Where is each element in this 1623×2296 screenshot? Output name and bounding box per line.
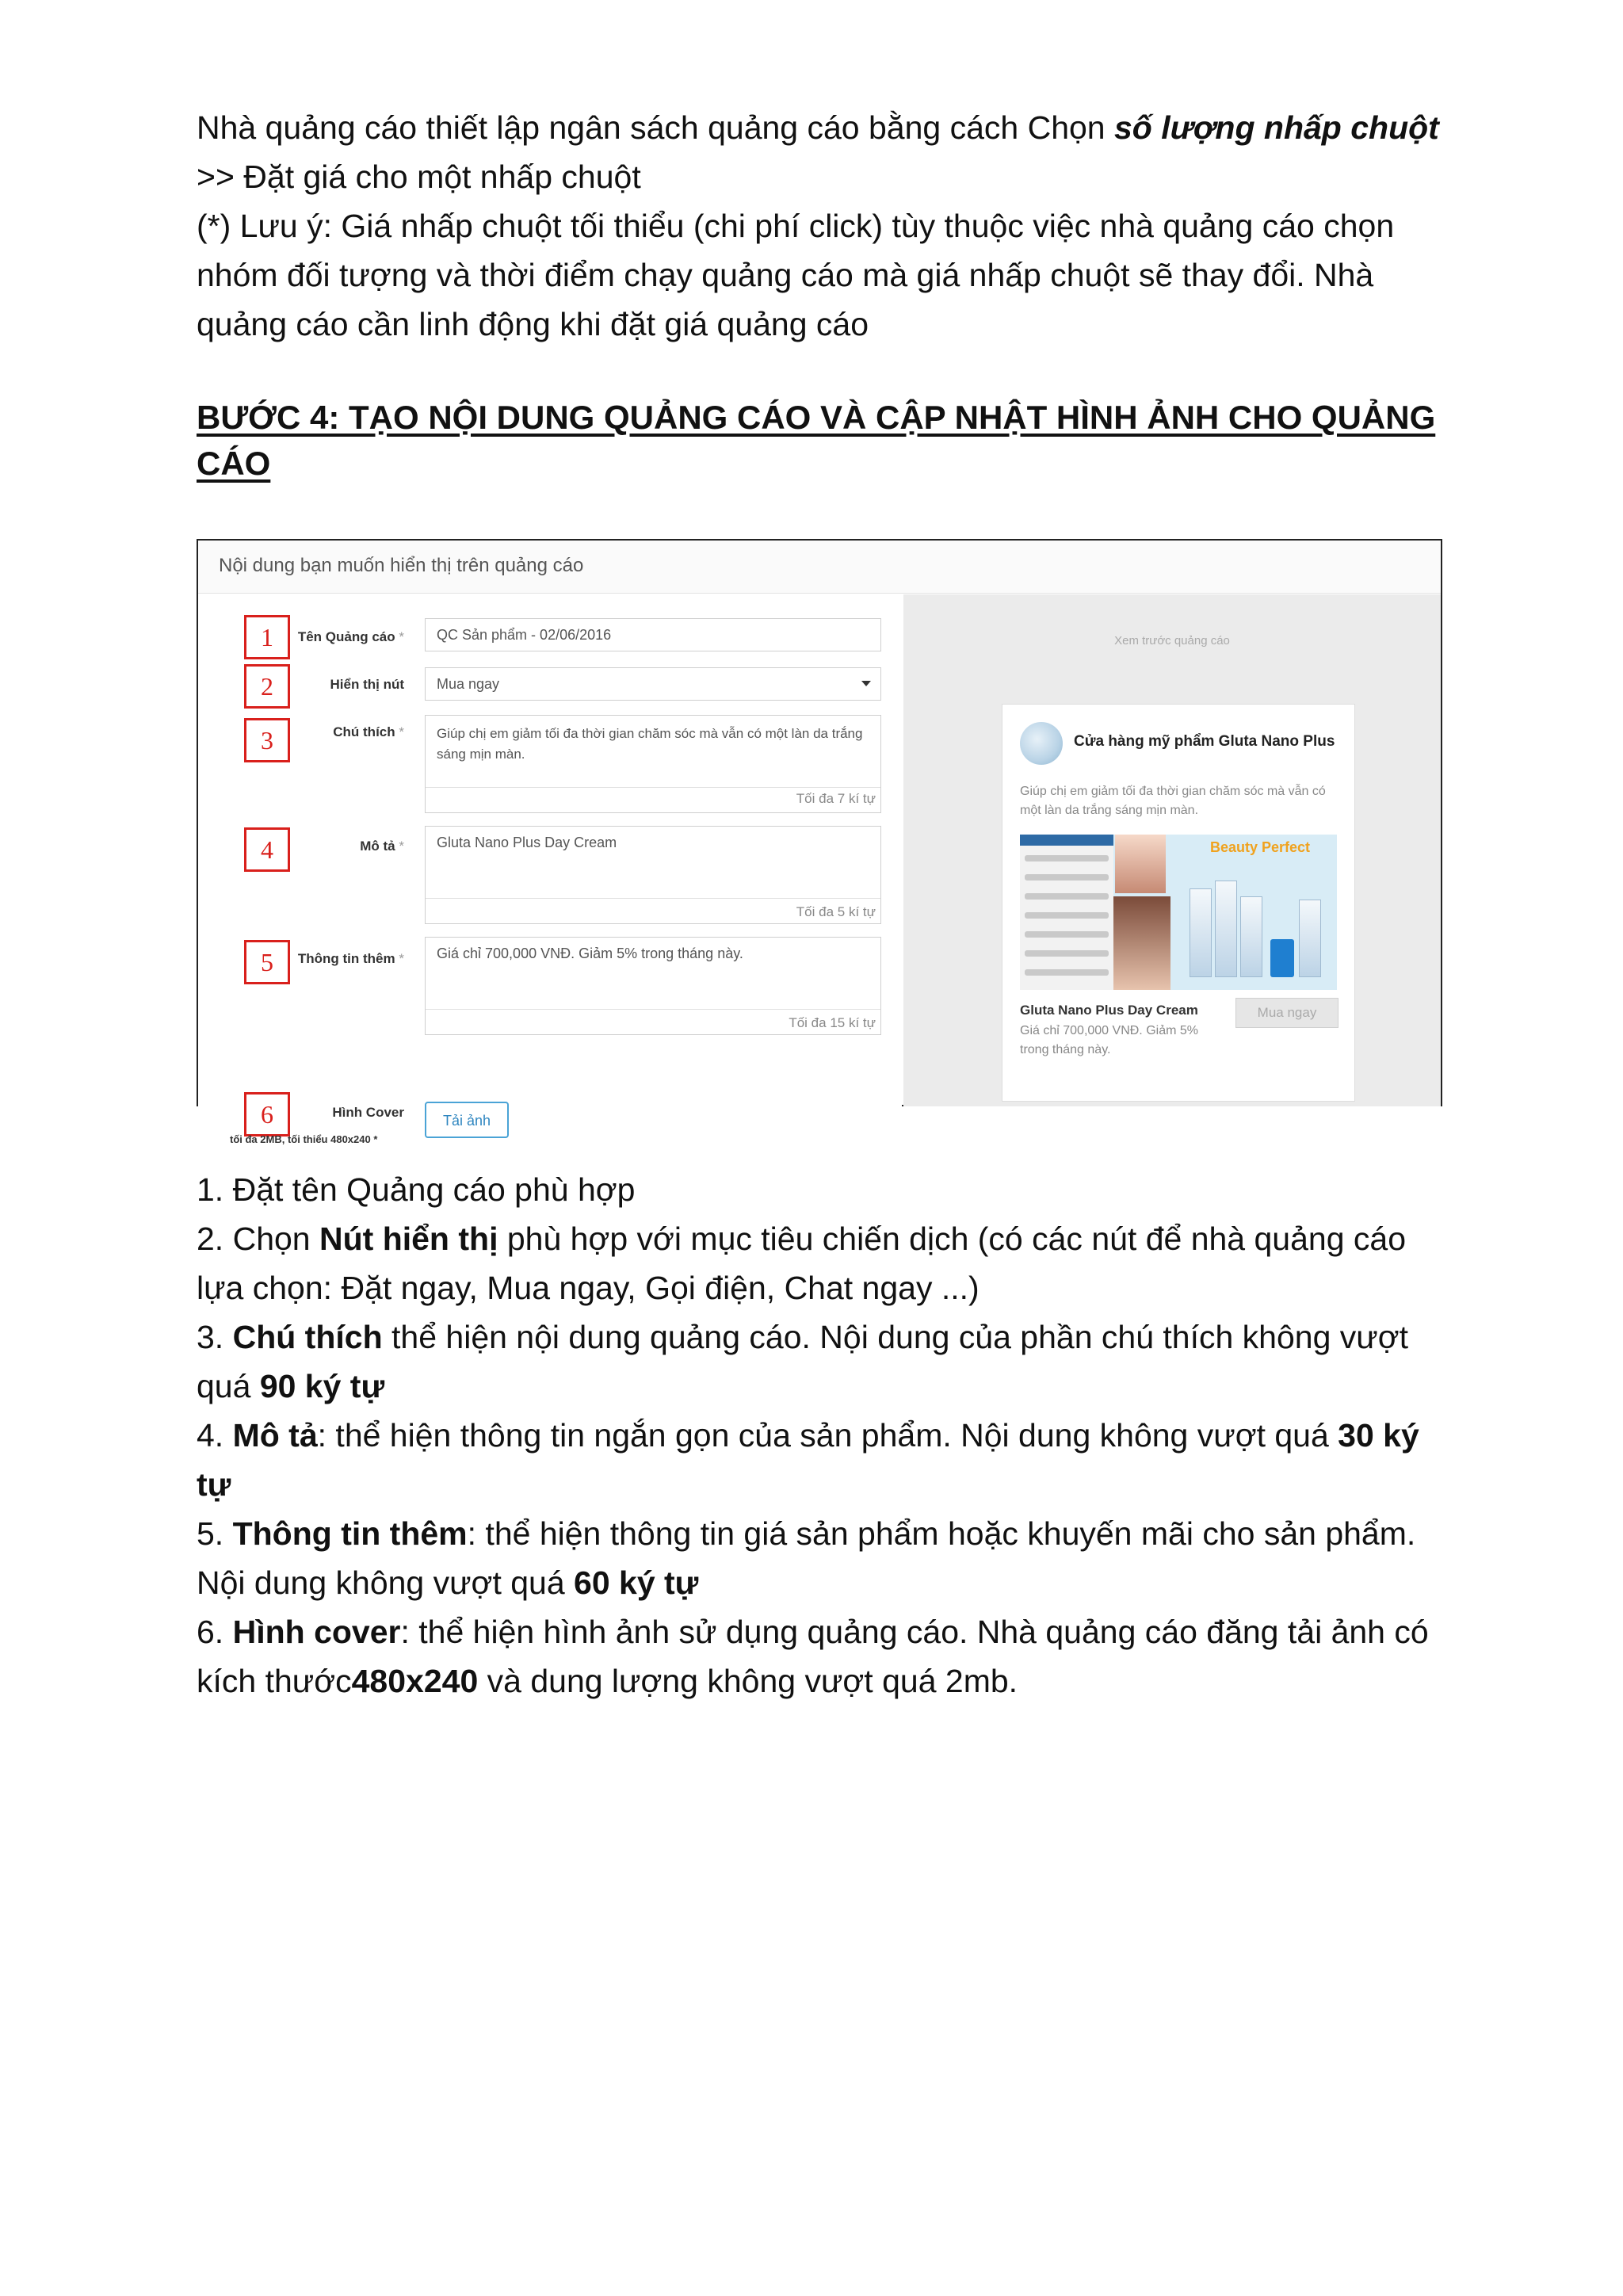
step-number-4: 4 xyxy=(244,827,290,872)
ad-content-screenshot xyxy=(197,539,1442,1145)
list-item: 6. Hình cover: thể hiện hình ảnh sử dụng quảng cáo. Nhà quảng cáo đăng tải ảnh có kích thước480x240 và dung lượng không vượt quá 2mb. xyxy=(197,1614,1429,1699)
chat-row xyxy=(1025,931,1109,938)
chat-header-bar xyxy=(1020,835,1113,846)
step-number-1: 1 xyxy=(244,615,290,659)
list-item: 5. Thông tin thêm: thể hiện thông tin giá sản phẩm hoặc khuyến mãi cho sản phẩm. Nội dung không vượt quá 60 ký tự xyxy=(197,1515,1416,1601)
explanation-list xyxy=(197,1165,1441,1706)
product-jar-image xyxy=(1270,939,1294,977)
product-tube-image xyxy=(1240,896,1262,977)
cover-label: Hình Cover xyxy=(332,1105,404,1120)
preview-text: Giúp chị em giảm tối đa thời gian chăm sóc mà vẫn có một làn da trắng sáng mịn màn. xyxy=(1020,785,1326,817)
extra-info-textarea[interactable] xyxy=(425,937,881,1035)
list-item: 3. Chú thích thể hiện nội dung quảng cáo. Nội dung của phần chú thích không vượt quá 90 ký tự xyxy=(197,1319,1409,1404)
model-photo-1 xyxy=(1115,835,1166,893)
intro-line xyxy=(197,103,1441,201)
preview-product-info: Giá chỉ 700,000 VNĐ. Giảm 5% trong tháng này. xyxy=(1020,1024,1198,1056)
cover-requirements: tối đa 2MB, tối thiểu 480x240 * xyxy=(230,1133,378,1145)
preview-product-name: Gluta Nano Plus Day Cream xyxy=(1020,1003,1198,1018)
name-label: Tên Quảng cáo * xyxy=(297,629,404,644)
step-number-5: 5 xyxy=(244,940,290,984)
intro-note: (*) Lưu ý: Giá nhấp chuột tối thiểu (chi phí click) tùy thuộc việc nhà quảng cáo chọn nhóm đối tượng và thời điểm chạy quảng cáo mà giá nhấp chuột sẽ thay đổi. Nhà quảng cáo cần linh động khi đặt giá quảng cáo xyxy=(197,208,1395,342)
chat-row xyxy=(1025,950,1109,957)
counter-divider xyxy=(426,898,880,899)
ad-banner-image xyxy=(1020,835,1337,990)
ad-preview-card xyxy=(1002,704,1355,1102)
chat-row xyxy=(1025,912,1109,919)
product-tube-image xyxy=(1190,888,1212,977)
ad-form xyxy=(198,594,902,1145)
counter-divider xyxy=(426,787,880,788)
chat-screenshot-image xyxy=(1020,835,1113,990)
product-tube-image xyxy=(1215,881,1237,977)
extra-info-value: Giá chỉ 700,000 VNĐ. Giảm 5% trong tháng này. xyxy=(437,946,743,961)
list-item: 2. Chọn Nút hiển thị phù hợp với mục tiêu chiến dịch (có các nút để nhà quảng cáo lựa chọn: Đặt ngay, Mua ngay, Gọi điện, Chat ngay ...) xyxy=(197,1221,1407,1306)
extra-info-counter: Tối đa 15 kí tự xyxy=(789,1015,876,1030)
upload-image-button[interactable]: Tải ảnh xyxy=(425,1102,509,1138)
step-number-2: 2 xyxy=(244,664,290,709)
desc-label: Mô tả * xyxy=(360,839,404,854)
step-number-6: 6 xyxy=(244,1092,290,1137)
step-number-3: 3 xyxy=(244,718,290,762)
cta-button-select[interactable] xyxy=(425,667,881,701)
ad-name-input[interactable] xyxy=(425,618,881,651)
cta-selected-value: Mua ngay xyxy=(437,676,500,692)
intro-paragraph xyxy=(197,103,1441,349)
section-heading: BƯỚC 4: TẠO NỘI DUNG QUẢNG CÁO VÀ CẬP NHẬT HÌNH ẢNH CHO QUẢNG CÁO xyxy=(197,399,1436,482)
extra-label: Thông tin thêm * xyxy=(297,951,404,966)
description-counter: Tối đa 5 kí tự xyxy=(796,904,876,919)
ad-preview-panel xyxy=(903,594,1441,1106)
product-tube-image xyxy=(1299,900,1321,977)
chat-row xyxy=(1025,969,1109,976)
caption-value: Giúp chị em giảm tối đa thời gian chăm sóc mà vẫn có một làn da trắng sáng mịn màn. xyxy=(437,726,863,762)
preview-caption: Xem trước quảng cáo xyxy=(1114,634,1230,648)
counter-divider xyxy=(426,1009,880,1010)
banner-brand-text: Beauty Perfect xyxy=(1210,839,1311,855)
intro-text-end: >> Đặt giá cho một nhấp chuột xyxy=(197,159,641,195)
form-title: Nội dung bạn muốn hiển thị trên quảng cáo xyxy=(219,555,584,576)
chevron-down-icon xyxy=(861,681,871,686)
form-header xyxy=(198,541,1441,594)
chat-row xyxy=(1025,874,1109,881)
chat-row xyxy=(1025,855,1109,861)
ad-name-value: QC Sản phẩm - 02/06/2016 xyxy=(437,627,612,643)
description-value: Gluta Nano Plus Day Cream xyxy=(437,835,617,850)
caption-label: Chú thích * xyxy=(333,724,404,739)
shop-avatar xyxy=(1020,722,1063,765)
list-item: 4. Mô tả: thể hiện thông tin ngắn gọn của sản phẩm. Nội dung không vượt quá 30 ký tự xyxy=(197,1417,1419,1503)
shop-name: Cửa hàng mỹ phẩm Gluta Nano Plus xyxy=(1074,733,1335,750)
preview-buy-button[interactable]: Mua ngay xyxy=(1235,998,1338,1028)
caption-textarea[interactable] xyxy=(425,715,881,813)
intro-emphasis: số lượng nhấp chuột xyxy=(1114,109,1439,146)
list-item: 1. Đặt tên Quảng cáo phù hợp xyxy=(197,1171,636,1208)
model-photo-2 xyxy=(1113,896,1170,990)
caption-counter: Tối đa 7 kí tự xyxy=(796,791,876,806)
intro-text: Nhà quảng cáo thiết lập ngân sách quảng cáo bằng cách Chọn xyxy=(197,109,1114,146)
description-textarea[interactable] xyxy=(425,826,881,924)
button-label: Hiển thị nút xyxy=(330,677,404,692)
chat-row xyxy=(1025,893,1109,900)
